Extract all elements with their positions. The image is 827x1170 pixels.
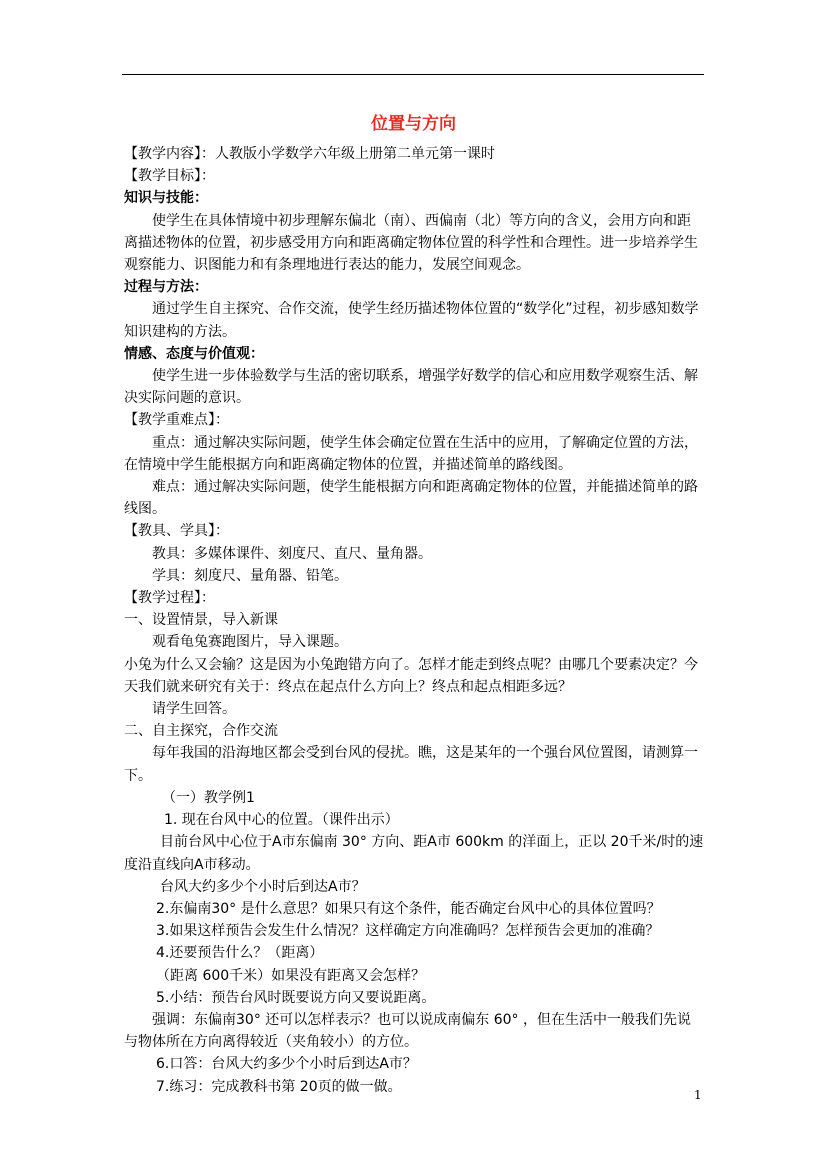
process-method-text: 通过学生自主探究、合作交流，使学生经历描述物体位置的“数学化”过程，初步感知数学知识建构的方法。 [124,301,699,340]
student-tools: 学具：刻度尺、量角器、铅笔。 [152,567,348,584]
typhoon-arrival-question: 台风大约多少个小时后到达A市？ [160,878,366,895]
document-body [124,143,704,1098]
header-rule [122,74,704,75]
intro-picture: 观看龟兔赛跑图片，导入课题。 [152,634,348,651]
emphasis: 强调：东偏南30° 还可以怎样表示？也可以说成南偏东 60° ，但在生活中一般我们先说与物体所在方向离得较近（夹角较小）的方位。 [124,1011,691,1051]
typhoon-intro: 每年我国的沿海地区都会受到台风的侵扰。瞧，这是某年的一个强台风位置图，请测算一下。 [124,745,698,784]
attitude-text: 使学生进一步体验数学与生活的密切联系，增强学好数学的信心和应用数学观察生活、解决实际问题的意识。 [124,368,698,407]
key-points-heading: 【教学重难点】： [124,412,229,429]
step-4: 4.还要预告什么？（距离） [156,945,324,962]
step-7: 7.练习：完成教科书第 20页的做一做。 [156,1078,402,1095]
tools-heading: 【教具、学具】： [124,523,229,540]
page-number: 1 [694,1088,702,1102]
teacher-tools: 教具：多媒体课件、刻度尺、直尺、量角器。 [152,545,432,562]
rabbit-question: 小兔为什么又会输？这是因为小兔跑错方向了。怎样才能走到终点呢？由哪几个要素决定？今天我们就来研究有关于：终点在起点什么方向上？终点和起点相距多远？ [124,656,698,695]
step-2: 2.东偏南30° 是什么意思？如果只有这个条件，能否确定台风中心的具体位置吗？ [156,900,661,917]
student-answer: 请学生回答。 [152,701,236,718]
knowledge-skills-text: 使学生在具体情境中初步理解东偏北（南）、西偏南（北）等方向的含义，会用方向和距离描述物体的位置，初步感受用方向和距离确定物体位置的科学性和合理性。进一步培养学生观察能力、识图能力和有条理地进行表达的能力，发展空间观念。 [124,212,698,274]
attitude-heading: 情感、态度与价值观： [124,345,264,362]
section-one-heading: 一、设置情景，导入新课 [124,612,278,629]
knowledge-skills-heading: 知识与技能： [124,190,208,207]
process-heading: 【教学过程】： [124,590,215,607]
document-title: 位置与方向 [371,114,456,134]
distance-note: （距离 600千米）如果没有距离又会怎样？ [156,967,426,984]
typhoon-position: 目前台风中心位于A市东偏南 30° 方向、距A市 600km 的洋面上，正以 20千米/时的速度沿直线向A市移动。 [124,834,704,873]
example-one-heading: （一）教学例1 [162,789,255,806]
section-two-heading: 二、自主探究，合作交流 [124,723,278,740]
key-point-text: 重点：通过解决实际问题，使学生体会确定位置在生活中的应用，了解确定位置的方法，在情境中学生能根据方向和距离确定物体的位置，并描述简单的路线图。 [124,434,698,473]
step-1: 1. 现在台风中心的位置。（课件出示） [164,812,399,829]
step-6: 6.口答：台风大约多少个小时后到达A市？ [156,1056,417,1073]
teaching-content: 【教学内容】：人教版小学数学六年级上册第二单元第一课时 [124,146,495,162]
teaching-goals-heading: 【教学目标】： [124,168,215,185]
difficulty-text: 难点：通过解决实际问题，使学生能根据方向和距离确定物体的位置，并能描述简单的路线图。 [124,479,698,518]
step-5: 5.小结：预告台风时既要说方向又要说距离。 [156,989,436,1006]
step-3: 3.如果这样预告会发生什么情况？这样确定方向准确吗？怎样预告会更加的准确？ [156,923,660,940]
process-method-heading: 过程与方法： [124,279,208,296]
